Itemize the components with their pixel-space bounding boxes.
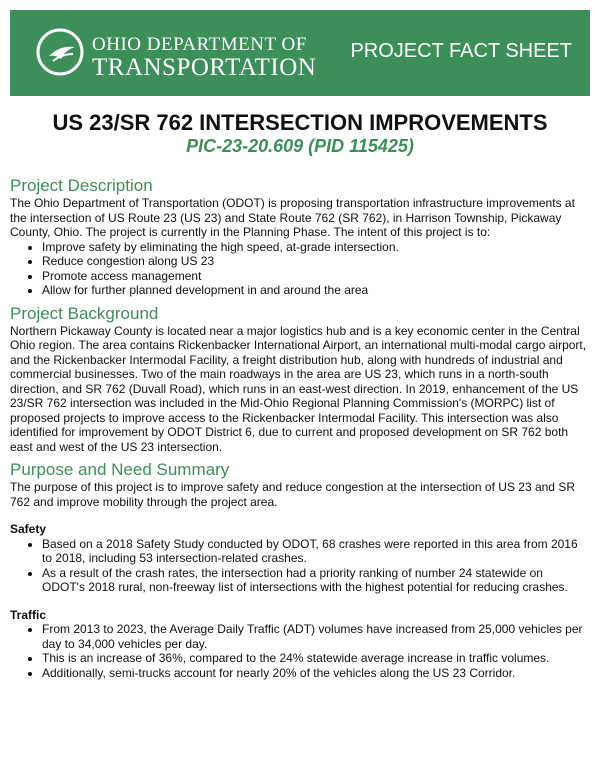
sheet-type-label: PROJECT FACT SHEET	[350, 40, 572, 62]
odot-circle-logo-icon	[35, 27, 85, 77]
list-item: • Promote access management	[42, 269, 588, 284]
list-item: • Reduce congestion along US 23	[42, 254, 588, 269]
list-item: • As a result of the crash rates, the intersection had a priority ranking of number 24 statewide on ODOT's 2018 rural, non-freeway list of intersections with the highest potential for reducing crashes.	[42, 566, 588, 595]
safety-bullets	[10, 537, 588, 595]
list-item: • This is an increase of 36%, compared to the 24% statewide average increase in traffic volumes.	[42, 651, 588, 666]
section-heading-purpose: Purpose and Need Summary	[10, 460, 230, 479]
subheading-safety: Safety	[10, 522, 47, 536]
list-item: • Improve safety by eliminating the high speed, at-grade intersection.	[42, 240, 588, 255]
traffic-bullets	[10, 622, 588, 680]
subheading-traffic: Traffic	[10, 607, 47, 622]
project-id: PIC-23-20.609 (PID 115425)	[186, 136, 414, 156]
fact-sheet-body	[10, 176, 588, 680]
list-item: • Additionally, semi-trucks account for nearly 20% of the vehicles along the US 23 Corridor.	[42, 666, 588, 681]
org-name-line2: TRANSPORTATION	[92, 54, 317, 81]
description-text: The Ohio Department of Transportation (ODOT) is proposing transportation infrastructure improvements at the intersection of US Route 23 (US 23) and State Route 762 (SR 762), in Harrison Township, Pickaway County, Ohio. The project is currently in the Planning Phase. The intent of this project is to:	[10, 196, 575, 239]
purpose-text: The purpose of this project is to improve safety and reduce congestion at the intersection of US 23 and SR 762 and improve mobility through the project area.	[10, 480, 575, 509]
description-bullets	[10, 240, 588, 298]
list-item: • Allow for further planned development in and around the area	[42, 283, 588, 298]
section-heading-background: Project Background	[10, 303, 159, 323]
background-text: Northern Pickaway County is located near a major logistics hub and is a key economic center in the Central Ohio region. The area contains Rickenbacker International Airport, an international multi-modal cargo airport, and the Rickenbacker Intermodal Facility, a freight distribution hub, along with hundreds of industrial and commercial businesses. Two of the main roadways in the area are US 23, which runs in a north-south direction, and SR 762 (Duvall Road), which runs in an east-west direction. In 2019, enhancement of the US 23/SR 762 intersection was included in the Mid-Ohio Regional Planning Commission's (MORPC) list of proposed projects to improve access to the Rickenbacker Intermodal Facility. This intersection was also identified for improvement by ODOT District 6, due to current and proposed development on SR 762 both east and west of the US 23 intersection.	[10, 323, 587, 454]
page-title: US 23/SR 762 INTERSECTION IMPROVEMENTS	[52, 110, 548, 135]
list-item: • Based on a 2018 Safety Study conducted by ODOT, 68 crashes were reported in this area from 2016 to 2018, including 53 intersection-related crashes.	[42, 537, 588, 566]
section-heading-description: Project Description	[10, 176, 153, 195]
list-item: • From 2013 to 2023, the Average Daily Traffic (ADT) volumes have increased from 25,000 vehicles per day to 34,000 vehicles per day.	[42, 622, 588, 651]
header-banner	[10, 10, 590, 96]
org-name-line1: OHIO DEPARTMENT OF	[92, 34, 307, 55]
